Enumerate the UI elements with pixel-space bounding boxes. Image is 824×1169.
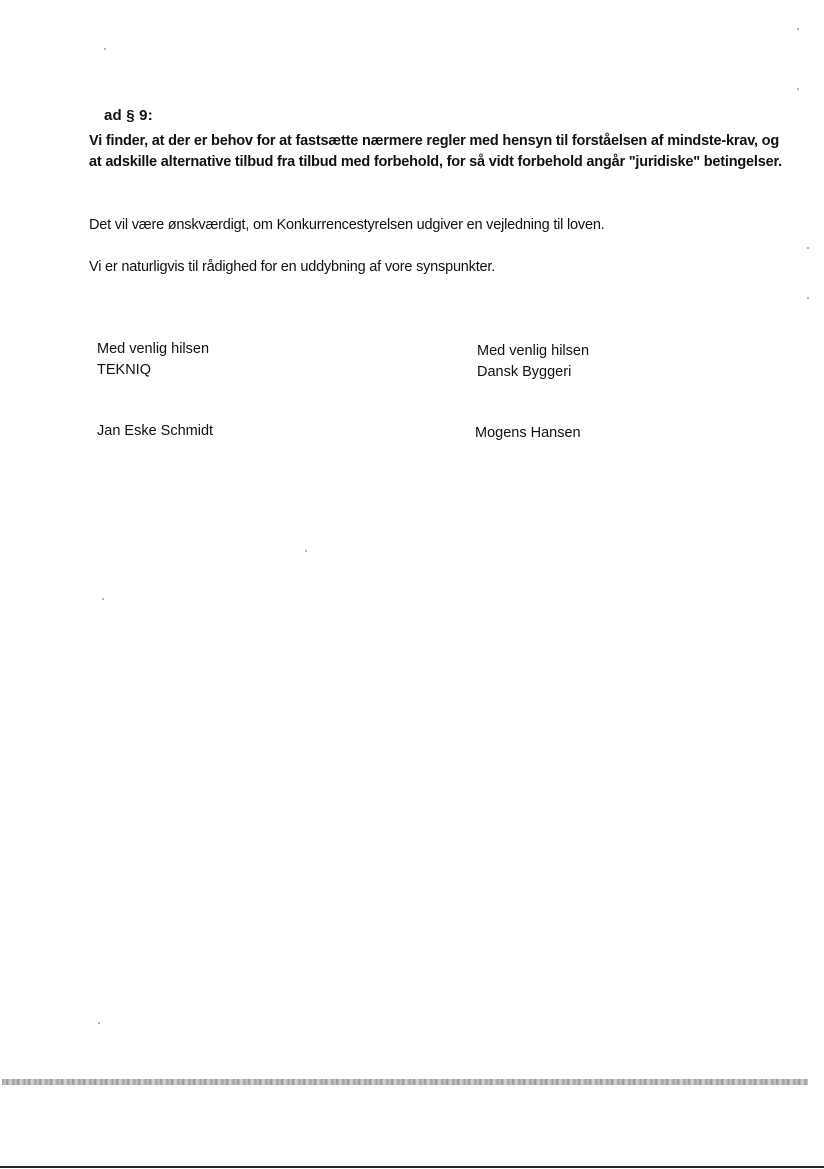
- scan-speck: [305, 550, 307, 552]
- signature-block-left: [97, 339, 209, 381]
- signature-block-right: [477, 341, 589, 383]
- paragraph-requirements: Vi finder, at der er behov for at fastsætte nærmere regler med hensyn til forståelsen af mindste-krav, og at adskille alternative tilbud fra tilbud med forbehold, for så vidt forbehold angår "juridiske" betingelser.: [89, 133, 782, 170]
- scan-speck: [797, 28, 799, 30]
- organization-left: TEKNIQ: [97, 362, 151, 378]
- scan-speck: [807, 297, 809, 299]
- fax-transmission-line: [2, 1079, 808, 1085]
- closing-right: Med venlig hilsen: [477, 343, 590, 359]
- signatory-name-right: Mogens Hansen: [475, 425, 581, 441]
- organization-right: Dansk Byggeri: [477, 364, 572, 380]
- page-bottom-edge: [0, 1166, 824, 1168]
- signatory-name-left: Jan Eske Schmidt: [97, 423, 214, 439]
- scan-speck: [797, 88, 799, 90]
- section-heading: ad § 9:: [104, 107, 153, 124]
- scan-speck: [807, 247, 809, 249]
- scan-speck: [104, 48, 106, 50]
- paragraph-availability: Vi er naturligvis til rådighed for en uddybning af vore synspunkter.: [89, 259, 496, 275]
- scan-speck: [98, 1022, 100, 1024]
- paragraph-guidance: Det vil være ønskværdigt, om Konkurrencestyrelsen udgiver en vejledning til loven.: [89, 217, 605, 233]
- scan-speck: [102, 598, 104, 600]
- closing-left: Med venlig hilsen: [97, 341, 210, 357]
